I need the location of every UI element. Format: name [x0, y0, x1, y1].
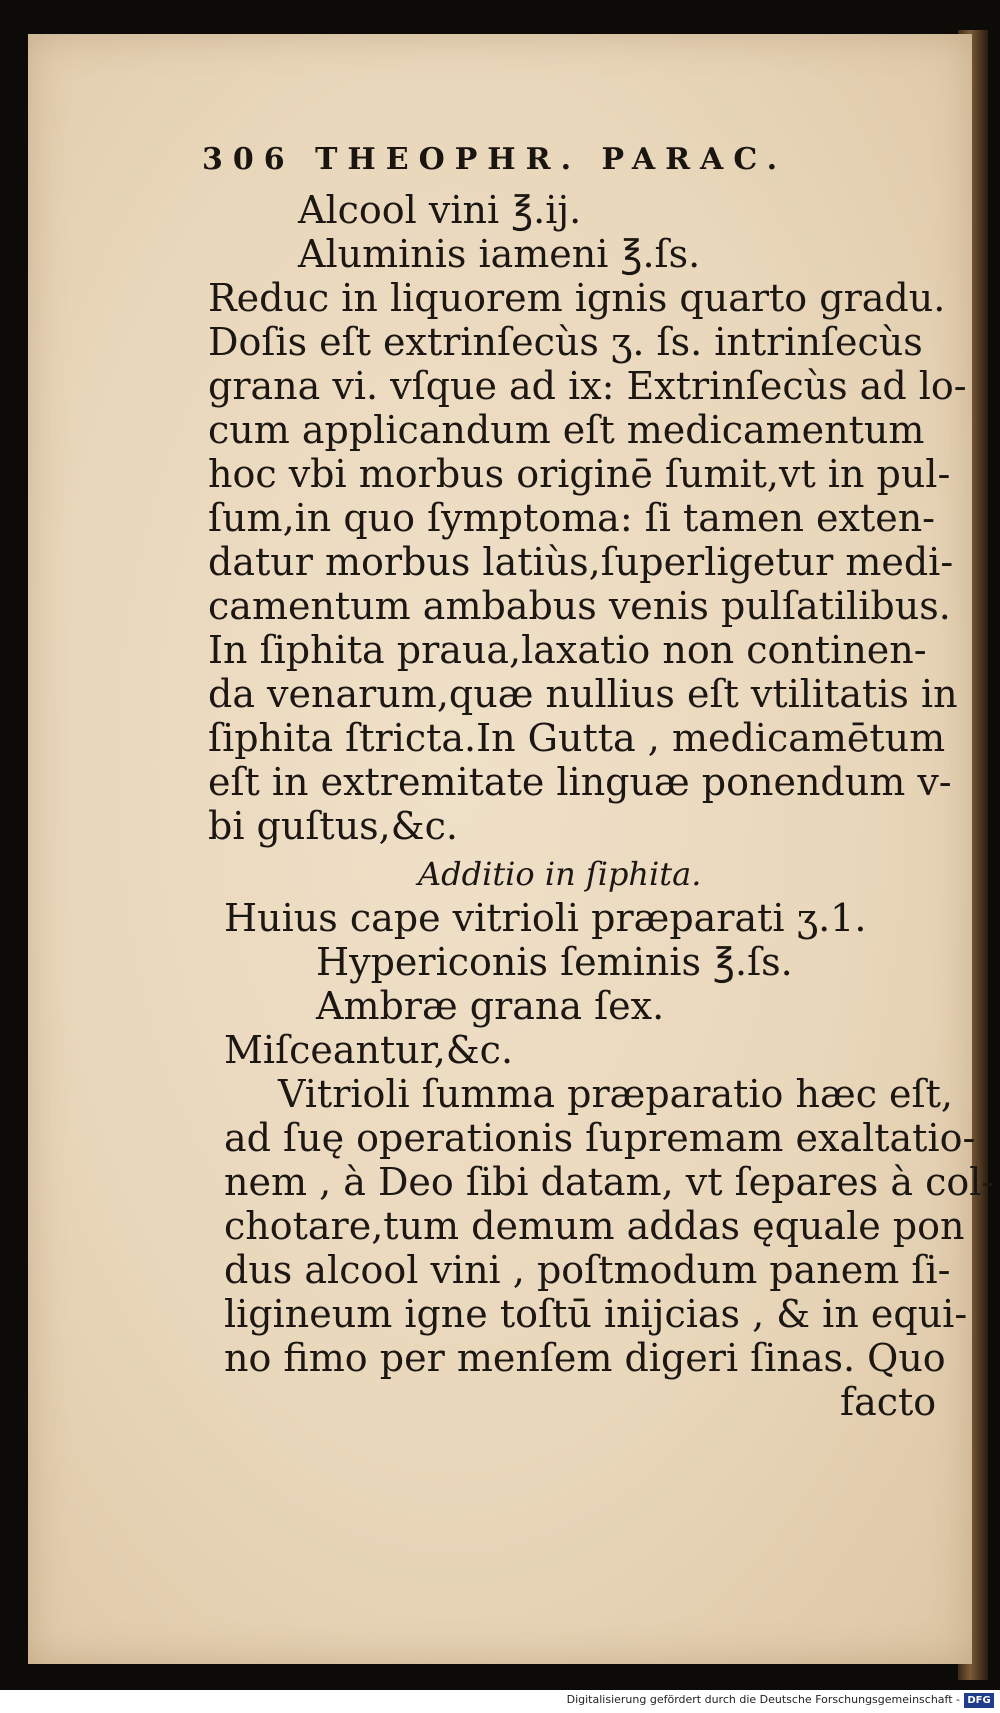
text-line: camentum ambabus venis pulſatilibus. [208, 584, 951, 628]
footer-bar [0, 1690, 1000, 1713]
text-line: ſum,in quo ſymptoma: ſi tamen exten- [208, 496, 936, 540]
text-line: Reduc in liquorem ignis quarto gradu. [208, 276, 946, 320]
book-page [28, 34, 995, 1664]
text-line: grana vi. vſque ad ix: Extrinſecùs ad lo- [208, 364, 967, 408]
text-line: dus alcool vini , poſtmodum panem ſi- [224, 1248, 951, 1292]
text-line: datur morbus latiùs,ſuperligetur medi- [208, 540, 954, 584]
text-line: hoc vbi morbus originē ſumit,vt in pul- [208, 452, 951, 496]
text-line: Vitrioli ſumma præparatio hæc eſt, [278, 1072, 953, 1116]
text-line: ad ſuę operationis ſupremam exaltatio- [224, 1116, 976, 1160]
text-line: no fimo per menſem digeri ſinas. Quo [224, 1336, 946, 1380]
funding-notice: Digitalisierung gefördert durch die Deutsche Forschungsgemeinschaft - [566, 1693, 960, 1706]
text-line: Aluminis iameni ℥.ſs. [298, 232, 701, 276]
dfg-logo: DFG [964, 1693, 994, 1708]
text-line: Huius cape vitrioli præparati ʒ.1. [224, 896, 867, 940]
text-line: chotare,tum demum addas ęquale pon [224, 1204, 965, 1248]
text-line: ſiphita ſtricta.In Gutta , medicamētum [208, 716, 946, 760]
text-line: In ſiphita praua,laxatio non continen- [208, 628, 927, 672]
text-line: Doſis eſt extrinſecùs ʒ. ſs. intrinſecùs [208, 320, 923, 364]
text-line: Ambræ grana ſex. [316, 984, 665, 1028]
text-line: Miſceantur,&c. [224, 1028, 514, 1072]
text-line: Alcool vini ℥.ij. [298, 188, 582, 232]
running-header: 306 THEOPHR. PARAC. [202, 142, 788, 177]
text-line: eſt in extremitate linguæ ponendum v- [208, 760, 952, 804]
catchword: facto [840, 1380, 937, 1424]
text-line: Hypericonis ſeminis ℥.ſs. [316, 940, 793, 984]
text-line: bi guſtus,&c. [208, 804, 458, 848]
text-line: nem , à Deo ſibi datam, vt ſepares à col- [224, 1160, 995, 1204]
text-line: cum applicandum eſt medicamentum [208, 408, 925, 452]
text-line: da venarum,quæ nullius eſt vtilitatis in [208, 672, 958, 716]
section-heading: Additio in ſiphita. [418, 855, 702, 893]
text-line: ligineum igne toſtū inijcias , & in equi- [224, 1292, 968, 1336]
